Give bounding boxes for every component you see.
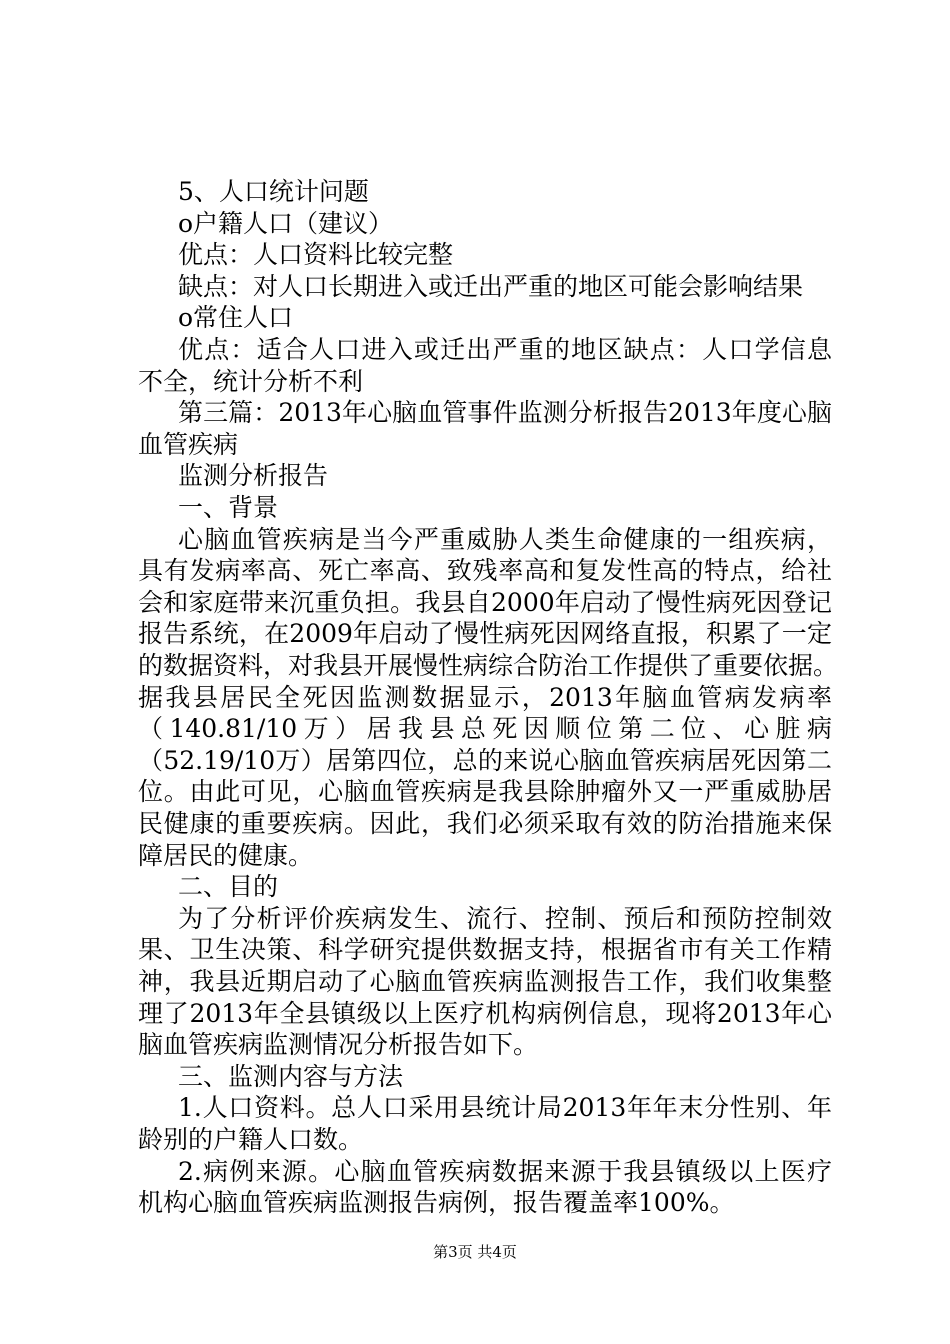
background-paragraph-line: 报告系统，在2009年启动了慢性病死因网络直报，积累了一定	[138, 619, 832, 649]
background-paragraph-line: 的数据资料，对我县开展慢性病综合防治工作提供了重要依据。	[138, 651, 839, 680]
background-paragraph-line: 障居民的健康。	[138, 840, 314, 870]
section-heading-methods: 三、监测内容与方法	[178, 1061, 404, 1091]
background-paragraph-line: 位。由此可见，心脑血管疾病是我县除肿瘤外又一严重威胁居	[138, 777, 832, 807]
section-heading-purpose: 二、目的	[178, 872, 279, 902]
background-paragraph-line: 民健康的重要疾病。因此，我们必须采取有效的防治措施来保	[138, 809, 832, 838]
background-paragraph-line: 具有发病率高、死亡率高、致残率高和复发性高的特点，给社	[138, 556, 832, 586]
paragraph-advantage-2: 优点：适合人口进入或迁出严重的地区缺点：人口学信息	[178, 335, 832, 364]
bullet-registered-population: o户籍人口（建议）	[178, 208, 394, 238]
heading-population-stats: 5、人口统计问题	[178, 177, 369, 206]
background-paragraph: 心脑血管疾病是当今严重威胁人类生命健康的一组疾病，	[178, 524, 832, 554]
paragraph-advantage-1: 优点：人口资料比较完整	[178, 240, 454, 270]
background-paragraph-line: 据我县居民全死因监测数据显示，2013年脑血管病发病率	[138, 682, 832, 712]
bullet-resident-population: o常住人口	[178, 303, 294, 333]
methods-item-1: 1.人口资料。总人口采用县统计局2013年年末分性别、年	[178, 1093, 832, 1123]
purpose-paragraph-line: 神，我县近期启动了心脑血管疾病监测报告工作，我们收集整	[138, 967, 832, 996]
background-paragraph-line: （140.81/10万）居我县总死因顺位第二位、心脏病	[138, 714, 832, 744]
methods-item-1-cont: 龄别的户籍人口数。	[138, 1125, 364, 1154]
report-subtitle: 监测分析报告	[178, 461, 329, 491]
methods-item-2-cont: 机构心脑血管疾病监测报告病例，报告覆盖率100%。	[138, 1188, 735, 1218]
purpose-paragraph-line: 脑血管疾病监测情况分析报告如下。	[138, 1030, 539, 1060]
chapter-title-cont: 血管疾病	[138, 429, 239, 459]
chapter-title: 第三篇：2013年心脑血管事件监测分析报告2013年度心脑	[178, 398, 832, 428]
page-footer: 第3页 共4页	[433, 1243, 517, 1261]
purpose-paragraph-line: 理了2013年全县镇级以上医疗机构病例信息，现将2013年心	[138, 998, 832, 1028]
background-paragraph-line: （52.19/10万）居第四位，总的来说心脑血管疾病居死因第二	[138, 745, 832, 775]
methods-item-2: 2.病例来源。心脑血管疾病数据来源于我县镇级以上医疗	[178, 1156, 832, 1186]
paragraph-disadvantage-1: 缺点：对人口长期进入或迁出严重的地区可能会影响结果	[178, 271, 804, 301]
section-heading-background: 一、背景	[178, 493, 279, 522]
paragraph-advantage-2-cont: 不全，统计分析不利	[138, 366, 364, 396]
purpose-paragraph: 为了分析评价疾病发生、流行、控制、预后和预防控制效	[178, 903, 832, 933]
background-paragraph-line: 会和家庭带来沉重负担。我县自2000年启动了慢性病死因登记	[138, 587, 832, 617]
purpose-paragraph-line: 果、卫生决策、科学研究提供数据支持，根据省市有关工作精	[138, 935, 832, 965]
